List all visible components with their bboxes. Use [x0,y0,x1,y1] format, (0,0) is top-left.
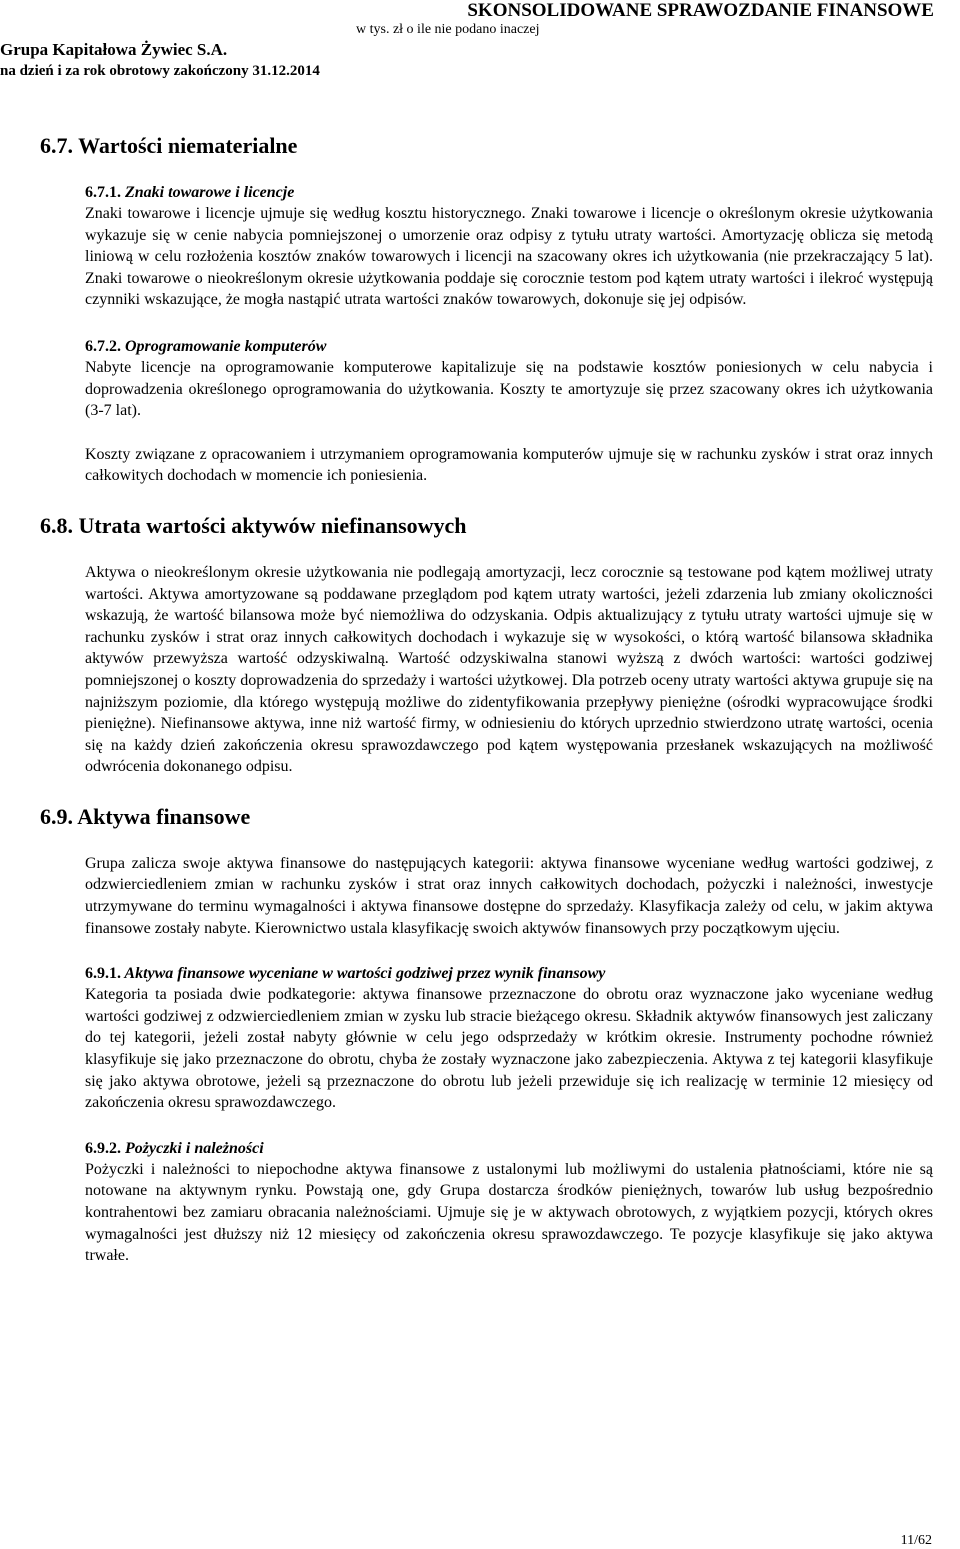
page-number: 11/62 [900,1533,932,1548]
subsection-number: 6.7.1. [85,184,121,201]
paragraph: Aktywa o nieokreślonym okresie użytkowania nie podlegają amortyzacji, lecz corocznie są testowane pod kątem możliwej utraty wartości. Aktywa amortyzowane są poddawane przeglądom pod kątem utraty wartości, jeżeli zdarzenia lub zmiany okoliczności wskazują, że wartość bilansowa może być niemożliwa do odzyskania. Odpis aktualizujący z tytułu utraty wartości ujmuje się w rachunku zysków i strat oraz innych całkowitych dochodach i wykazuje się w wysokości, o którą wartość bilansowa składnika aktywów przewyższa wartość odzyskiwalną. Wartość odzyskiwalna stanowi wyższą z dwóch wartości: wartości godziwej pomniejszonej o koszty doprowadzenia do sprzedaży i wartości użytkowej. Dla potrzeb oceny utraty wartości aktywa grupuje się na najniższym poziomie, dla którego występują możliwe do zidentyfikowania przepływy pieniężne (ośrodki wypracowujące środki pieniężne). Niefinansowe aktywa, inne niż wartość firmy, w odniesieniu do których uprzednio stwierdzono utratę wartości, ocenia się na każdy dzień zakończenia okresu sprawozdawczego pod kątem występowania przesłanek wskazujących na możliwość odwrócenia dokonanego odpisu. [85,563,933,776]
document-body [40,130,933,1267]
section-6-9-body [40,853,933,939]
subsection-title: Aktywa finansowe wyceniane w wartości godziwej przez wynik finansowy [124,965,606,983]
paragraph: Nabyte licencje na oprogramowanie komputerowe kapitalizuje się na podstawie kosztów poniesionych w celu nabycia i doprowadzenia określonego oprogramowania do użytkowania. Koszty te amortyzuje się przez szacowany okres ich użytkowania (3-7 lat). [85,358,933,420]
subsection-number: 6.9.2. [85,1139,121,1157]
subsection-6-9-1-heading [85,963,933,984]
paragraph: Grupa zalicza swoje aktywa finansowe do następujących kategorii: aktywa finansowe wyceniane według wartości godziwej, z odzwierciedleniem zmian w rachunku zysków i strat oraz innych całkowitych dochodach, pożyczki i należności, inwestycje utrzymywane do terminu wymagalności i aktywa finansowe dostępne do sprzedaży. Klasyfikacja zależy od celu, w jakim aktywa finansowe zostały nabyte. Kierownictwo ustala klasyfikację swoich aktywów finansowych przy początkowym ujęciu. [85,854,933,937]
subsection-6-7-1 [40,182,933,311]
company-name: Grupa Kapitałowa Żywiec S.A. [0,40,228,59]
paragraph: Pożyczki i należności to niepochodne aktywa finansowe z ustalonymi lub możliwymi do ustalenia płatnościami, które nie są notowane na aktywnym rynku. Powstają one, gdy Grupa dostarcza środków pieniężnych, towarów lub usług bezpośrednio kontrahentowi bez zamiaru obracania należnościami. Ujmuje się je w aktywach obrotowych, z wyjątkiem pozycji, których okres wymagalności jest dłuższy niż 12 miesięcy od zakończenia okresu sprawozdawczego. Te pozycje klasyfikuje się jako aktywa trwałe. [85,1160,933,1265]
subsection-6-7-2 [40,336,933,487]
paragraph: Kategoria ta posiada dwie podkategorie: aktywa finansowe przeznaczone do obrotu oraz wyznaczone jako wyceniane według wartości godziwej z odzwierciedleniem zmian w zysku lub stracie bieżącego okresu. Składnik aktywów finansowych jest zaliczany do tej kategorii, jeżeli został nabyty głównie w celu jego odsprzedaży w krótkim okresie. Instrumenty pochodne również klasyfikuje się jako przeznaczone do obrotu, chyba że zostały wyznaczone jako zabezpieczenia. Aktywa z tej kategorii klasyfikuje się jako aktywa obrotowe, jeżeli są przeznaczone do obrotu lub jeżeli przewiduje się ich realizację w terminie 12 miesięcy od zakończenia okresu sprawozdawczego. [85,986,933,1112]
subsection-6-7-2-heading [85,336,933,357]
section-6-7-heading: 6.7. Wartości niematerialne [40,133,298,158]
subsection-title: Znaki towarowe i licencje [125,184,295,201]
paragraph: Koszty związane z opracowaniem i utrzymaniem oprogramowania komputerów ujmuje się w rachunku zysków i strat oraz innych całkowitych dochodach w momencie ich poniesienia. [85,445,933,485]
paragraph: Znaki towarowe i licencje ujmuje się według kosztu historycznego. Znaki towarowe i licencje o określonym okresie użytkowania wykazuje się w cenie nabycia pomniejszonej o umorzenie oraz odpisy z tytułu utraty wartości. Amortyzację oblicza się metodą liniową w celu rozłożenia kosztów znaków towarowych i licencji na szacowany okres ich użytkowania (nie przekraczający 5 lat). Znaki towarowe o nieokreślonym okresie użytkowania poddaje się corocznie testom pod kątem utraty wartości i ilekroć występują czynniki wskazujące, że mogła nastąpić utrata wartości znaków towarowych, dokonuje się jej odpisów. [85,205,933,309]
subsection-title: Oprogramowanie komputerów [125,337,327,355]
reporting-period: na dzień i za rok obrotowy zakończony 31.12.2014 [0,63,320,79]
subsection-6-9-1 [40,963,933,1114]
section-6-8-body [40,562,933,778]
report-title: SKONSOLIDOWANE SPRAWOZDANIE FINANSOWE [467,0,934,21]
subsection-6-7-1-heading [85,182,933,203]
page-header [0,0,960,84]
subsection-number: 6.7.2. [85,337,121,355]
section-6-8-heading: 6.8. Utrata wartości aktywów niefinansowych [40,512,467,538]
subsection-6-9-2-heading [85,1138,933,1159]
currency-note: w tys. zł o ile nie podano inaczej [356,22,540,37]
subsection-title: Pożyczki i należności [125,1139,264,1157]
section-6-9-heading: 6.9. Aktywa finansowe [40,803,251,829]
subsection-6-9-2 [40,1138,933,1267]
subsection-number: 6.9.1. [85,965,121,983]
